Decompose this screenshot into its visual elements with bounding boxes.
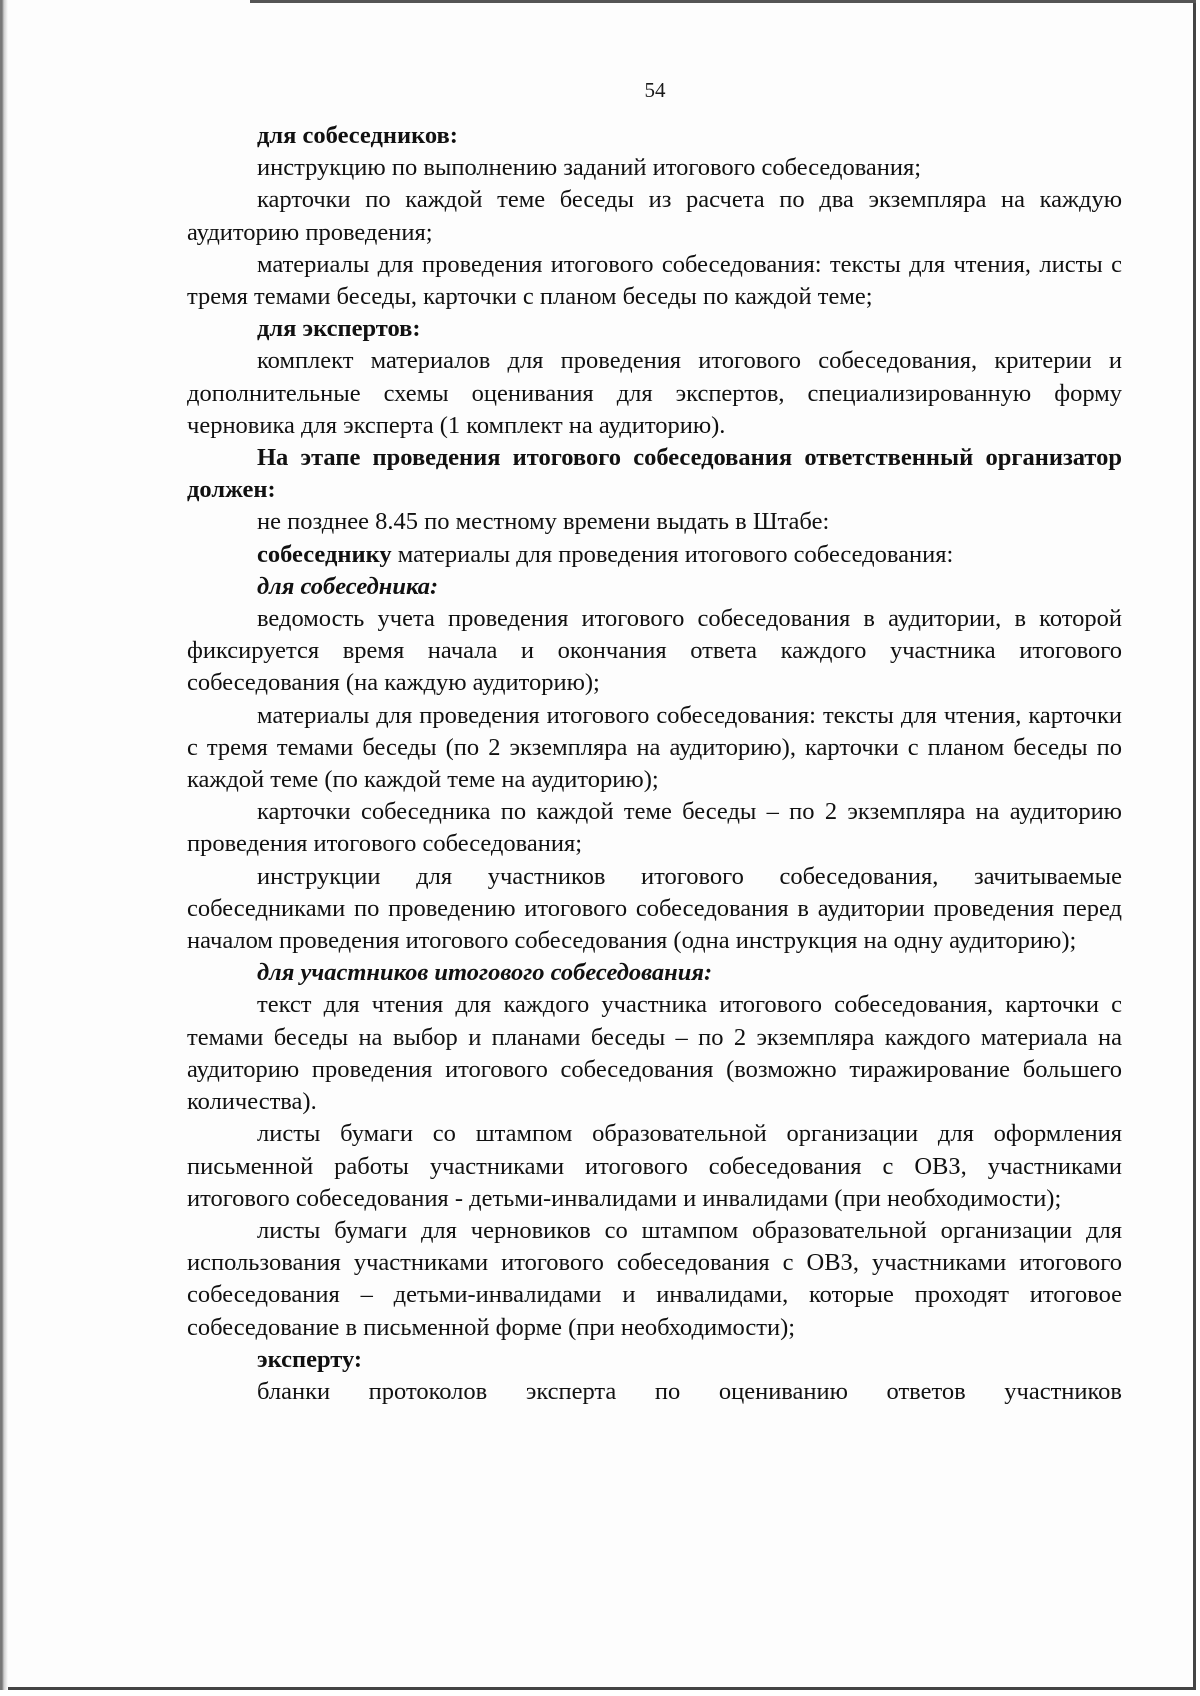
scan-left-edge xyxy=(0,0,8,1690)
section-heading-interviewers: для собеседников: xyxy=(257,122,458,149)
paragraph: комплект материалов для проведения итогового собеседования, критерии и дополнительные схемы оценивания для экспертов, специализированную форму черновика для эксперта (1 комплект на аудиторию). xyxy=(187,347,1122,439)
paragraph: материалы для проведения итогового собеседования: тексты для чтения, карточки с тремя темами беседы (по 2 экземпляра на аудиторию), карточки с планом беседы по каждой теме (по каждой теме на аудиторию); xyxy=(187,701,1122,794)
subheading-for-interviewer: для собеседника: xyxy=(257,572,439,600)
paragraph: листы бумаги со штампом образовательной организации для оформления письменной работы участниками итогового собеседования с ОВЗ, участниками итогового собеседования - детьми-инвалидами и инвалидами (при необходимости); xyxy=(187,1120,1122,1212)
document-body xyxy=(187,120,1122,1408)
paragraph: материалы для проведения итогового собеседования: тексты для чтения, листы с тремя темами беседы, карточки с планом беседы по каждой теме; xyxy=(187,250,1122,311)
paragraph: не позднее 8.45 по местному времени выдать в Штабе: xyxy=(257,508,830,536)
paragraph: ведомость учета проведения итогового собеседования в аудитории, в которой фиксируется время начала и окончания ответа каждого участника итогового собеседования (на каждую аудиторию); xyxy=(187,605,1122,697)
paragraph: карточки по каждой теме беседы из расчета по два экземпляра на каждую аудиторию проведения; xyxy=(187,186,1122,246)
section-heading-expert: эксперту: xyxy=(257,1345,363,1373)
paragraph: бланки протоколов эксперта по оцениванию ответов участников xyxy=(257,1377,1122,1405)
scan-top-edge xyxy=(250,0,1196,3)
subheading-for-participants: для участников итогового собеседования: xyxy=(257,959,713,987)
paragraph: листы бумаги для черновиков со штампом образовательной организации для использования участниками итогового собеседования с ОВЗ, участниками итогового собеседования – детьми-инвалидами и инвалидами, которые проходят итоговое собеседование в письменной форме (при необходимости); xyxy=(187,1216,1122,1341)
section-heading-stage: На этапе проведения итогового собеседования ответственный организатор должен: xyxy=(187,444,1122,504)
paragraph: текст для чтения для каждого участника итогового собеседования, карточки с темами беседы на выбор и планами беседы – по 2 экземпляра каждого материала на аудиторию проведения итогового собеседования (возможно тиражирование большего количества). xyxy=(187,991,1122,1116)
paragraph-text: материалы для проведения итогового собеседования: xyxy=(391,540,954,568)
page-number: 54 xyxy=(644,78,666,102)
paragraph: карточки собеседника по каждой теме беседы – по 2 экземпляра на аудиторию проведения итогового собеседования; xyxy=(187,798,1122,858)
section-heading-experts: для экспертов: xyxy=(257,315,421,343)
paragraph: инструкцию по выполнению заданий итогового собеседования; xyxy=(257,154,922,182)
paragraph: инструкции для участников итогового собеседования, зачитываемые собеседниками по проведению итогового собеседования в аудитории проведения перед началом проведения итогового собеседования (одна инструкция на одну аудиторию); xyxy=(187,862,1122,955)
bold-term: собеседнику xyxy=(257,540,392,568)
paragraph-interviewer xyxy=(187,539,1122,571)
